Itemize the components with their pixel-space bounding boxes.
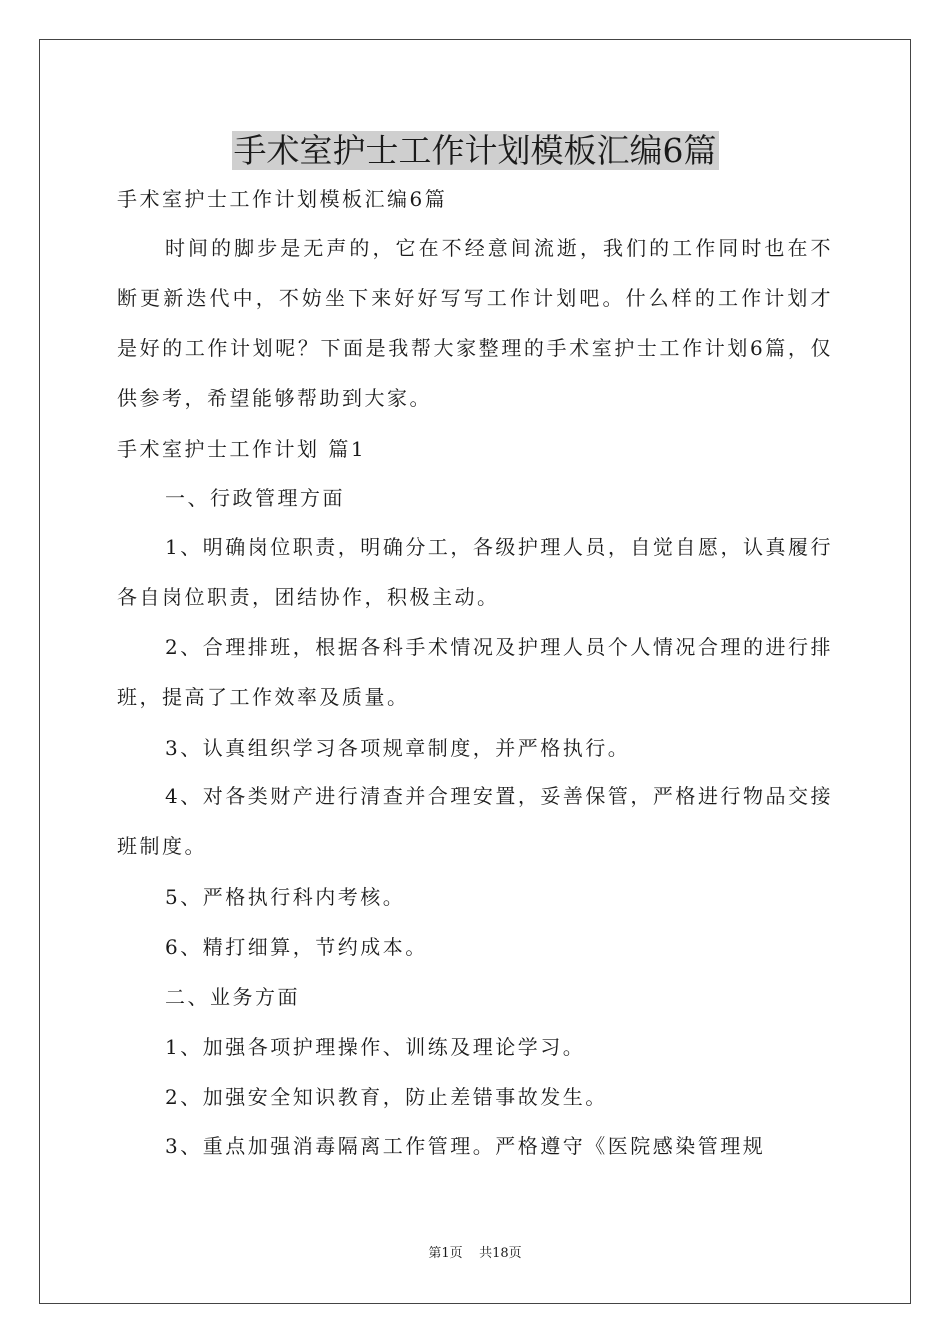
part1-item: 4、对各类财产进行清查并合理安置，妥善保管，严格进行物品交接班制度。	[117, 784, 833, 858]
part1-heading: 一、行政管理方面	[165, 486, 345, 510]
part1-item: 2、合理排班，根据各科手术情况及护理人员个人情况合理的进行排班，提高了工作效率及质量。	[117, 635, 833, 709]
part2-heading: 二、业务方面	[165, 985, 300, 1009]
part2-item: 3、重点加强消毒隔离工作管理。严格遵守《医院感染管理规	[165, 1134, 766, 1158]
part2-item: 2、加强安全知识教育，防止差错事故发生。	[165, 1085, 608, 1109]
part1-item: 3、认真组织学习各项规章制度，并严格执行。	[165, 736, 631, 760]
page-footer: 第1页 共18页	[428, 1246, 522, 1261]
part1-item: 6、精打细算，节约成本。	[165, 935, 428, 959]
part1-item: 1、明确岗位职责，明确分工，各级护理人员，自觉自愿，认真履行各自岗位职责，团结协作，积极主动。	[117, 535, 833, 609]
part2-item: 1、加强各项护理操作、训练及理论学习。	[165, 1035, 586, 1059]
document-title-text: 手术室护士工作计划模板汇编6篇	[233, 131, 717, 170]
intro-paragraph: 时间的脚步是无声的，它在不经意间流逝，我们的工作同时也在不断更新迭代中，不妨坐下来好好写写工作计划吧。什么样的工作计划才是好的工作计划呢？下面是我帮大家整理的手术室护士工作计划6篇，仅供参考，希望能够帮助到大家。	[117, 236, 833, 410]
document-title	[0, 128, 950, 174]
section-heading: 手术室护士工作计划 篇1	[117, 437, 367, 461]
document-subtitle: 手术室护士工作计划模板汇编6篇	[117, 187, 448, 211]
part1-item: 5、严格执行科内考核。	[165, 885, 406, 909]
